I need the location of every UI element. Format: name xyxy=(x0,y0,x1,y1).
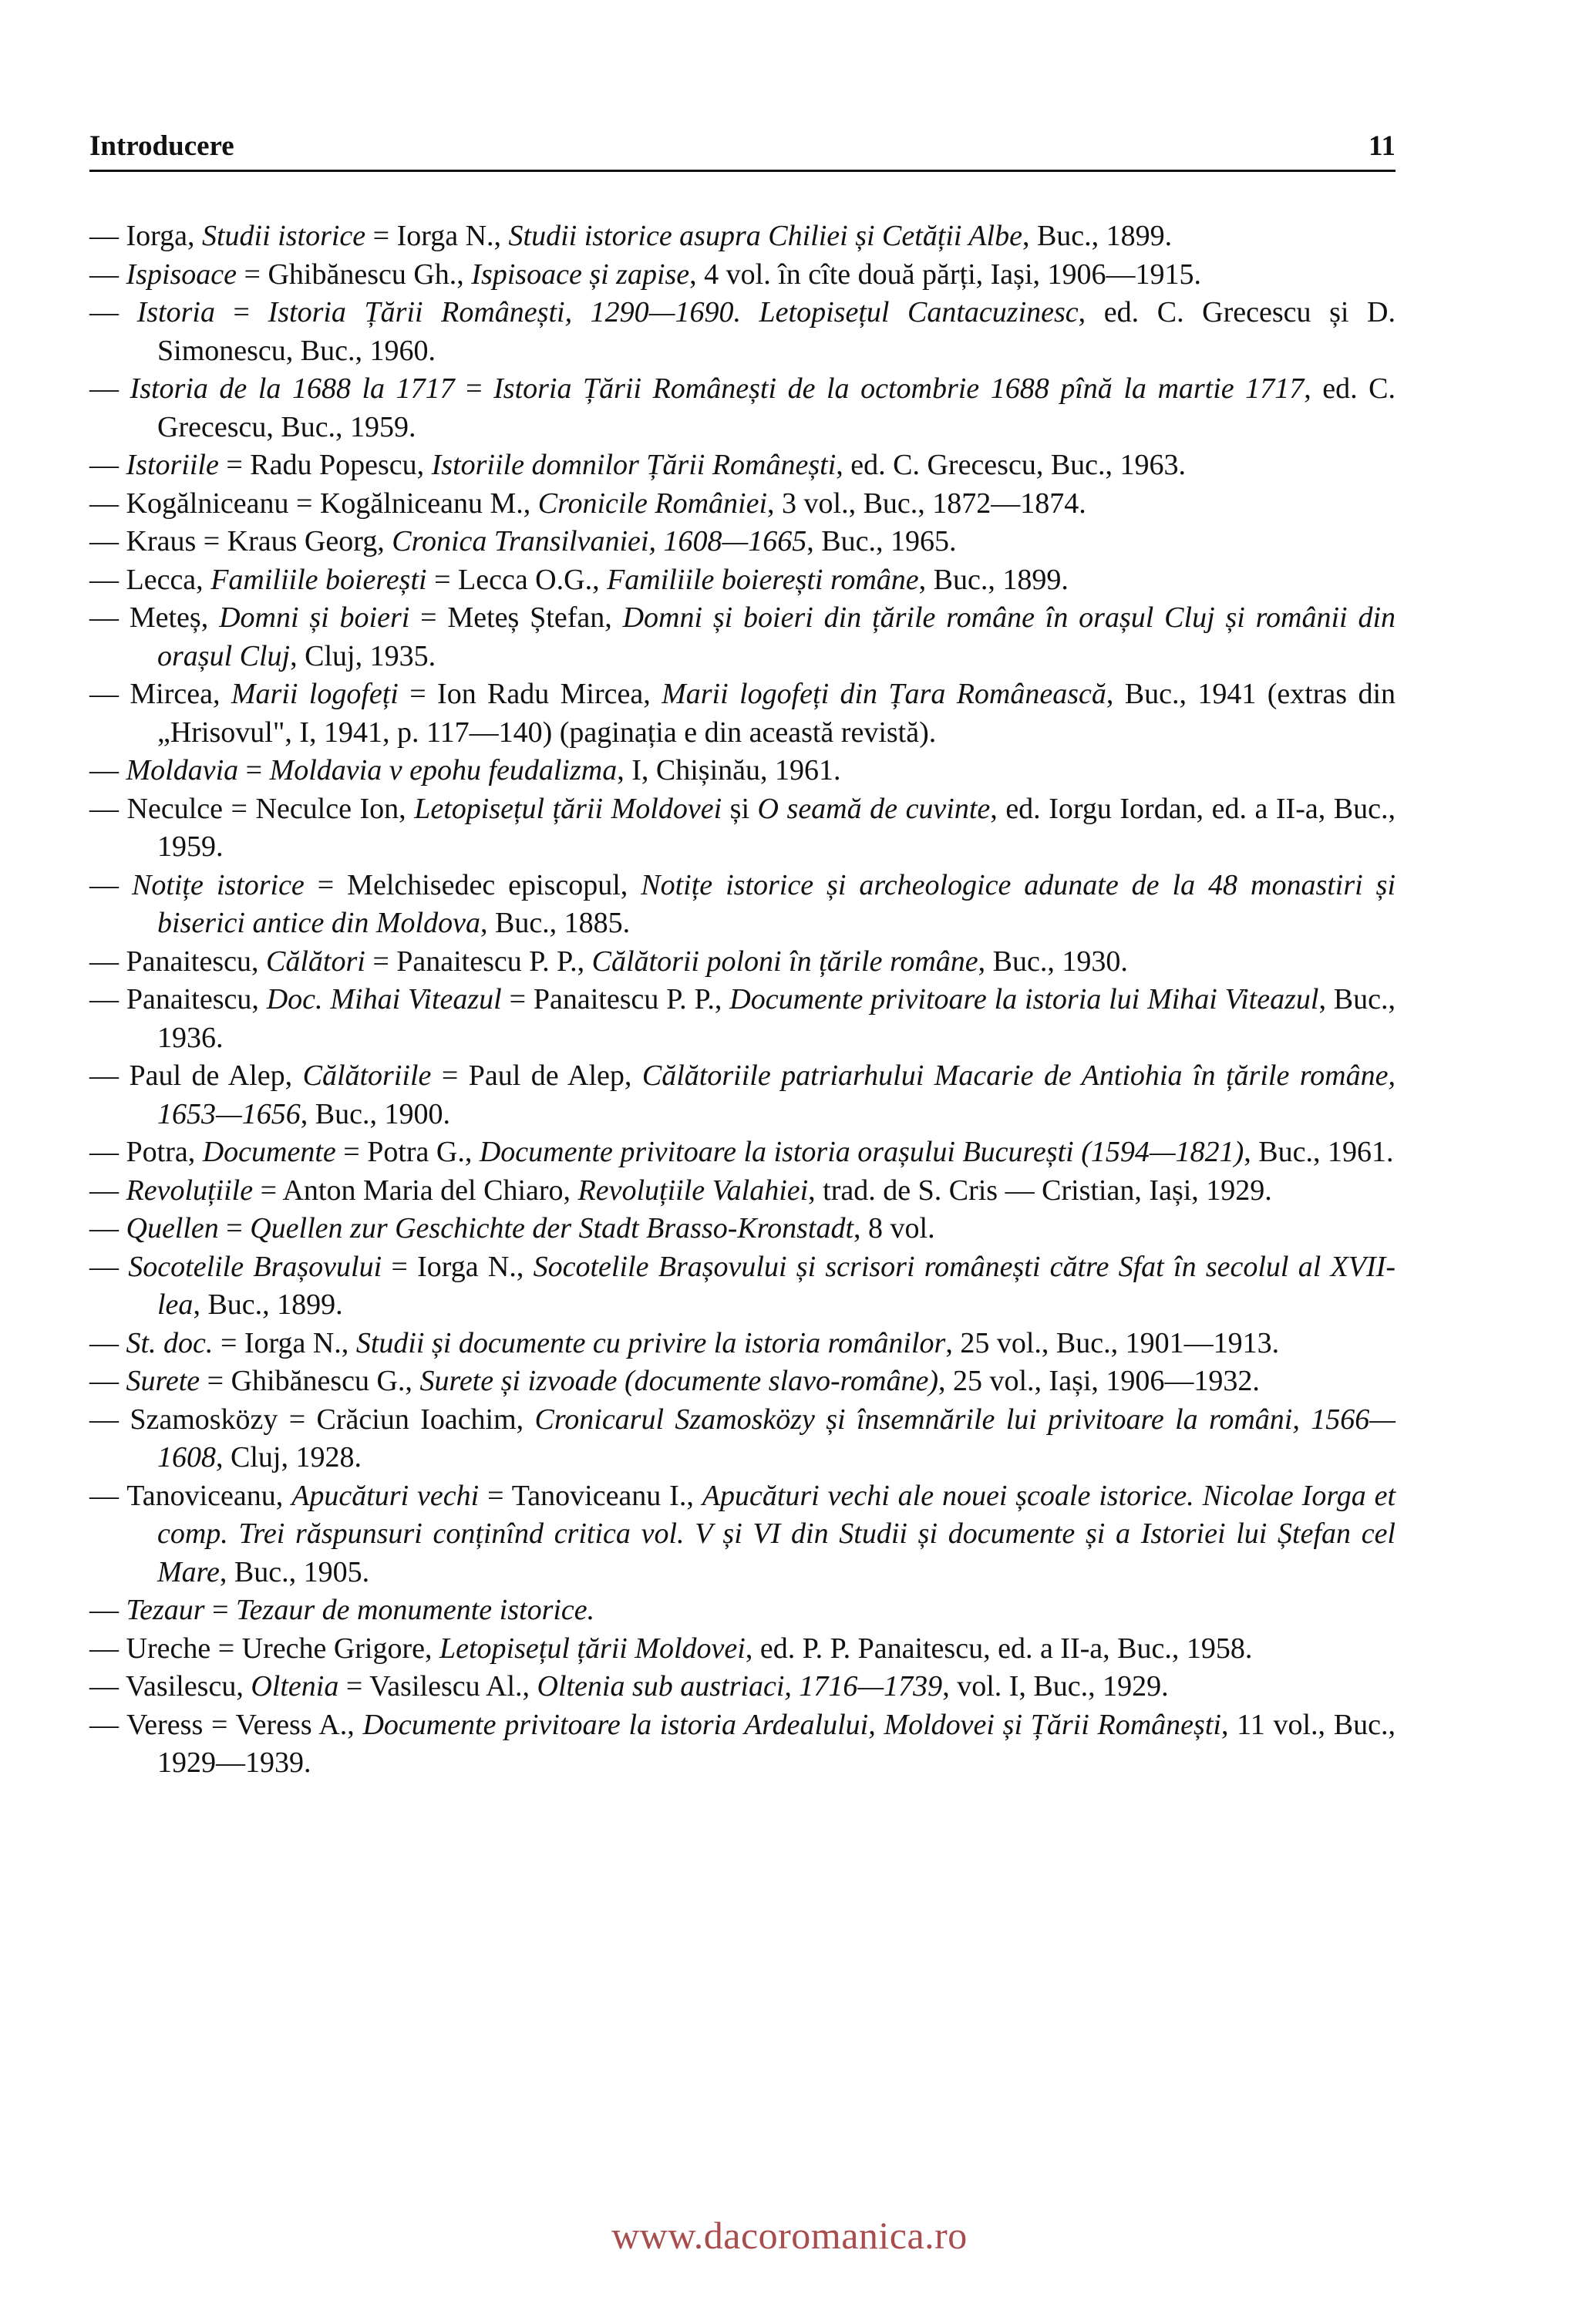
entry-italic-text: Cronica Transilvaniei, 1608—1665 xyxy=(392,525,807,557)
bibliography-entry xyxy=(89,1210,1396,1248)
entry-text: , Buc., 1885. xyxy=(480,907,631,939)
entry-italic-text: Documente privitoare la istoria orașului București (1594—1821) xyxy=(479,1136,1244,1168)
entry-text: = Ghibănescu G., xyxy=(200,1365,420,1397)
entry-text: — Vasilescu, xyxy=(89,1670,251,1703)
entry-italic-text: Istoria xyxy=(136,296,215,328)
entry-text: = Ghibănescu Gh., xyxy=(237,258,472,291)
bibliography-entry xyxy=(89,217,1396,256)
entry-italic-text: Călătoriile patriarhului Macarie de Antiohia în țările române, 1653—1656 xyxy=(157,1059,1396,1130)
entry-text: , Buc., 1905. xyxy=(219,1555,370,1588)
entry-text: , Buc., 1900. xyxy=(300,1097,451,1130)
entry-text: = Lecca O.G., xyxy=(426,563,608,596)
entry-italic-text: Istoria Țării Românești de la octombrie 1688 pînă la martie 1717 xyxy=(493,372,1305,405)
entry-italic-text: O seamă de cuvinte xyxy=(757,792,991,825)
entry-text: , 4 vol. în cîte două părți, Iași, 1906—1915. xyxy=(689,258,1202,291)
entry-italic-text: Domni și boieri din țările române în orașul Cluj și românii din orașul Cluj xyxy=(157,601,1396,672)
entry-text: — Panaitescu, xyxy=(89,945,267,978)
entry-text: — xyxy=(89,754,126,786)
entry-italic-text: Surete și izvoade (documente slavo-române) xyxy=(419,1365,938,1397)
entry-italic-text: Moldavia v epohu feudalizma xyxy=(269,754,618,786)
bibliography-entry xyxy=(89,867,1396,943)
entry-text: — Szamosközy = Crăciun Ioachim, xyxy=(89,1403,535,1436)
bibliography-entry xyxy=(89,294,1396,370)
entry-text: — Tanoviceanu, xyxy=(89,1479,292,1512)
entry-text: , ed. C. Grecescu, Buc., 1959. xyxy=(157,372,1396,443)
bibliography-entry xyxy=(89,446,1396,485)
entry-italic-text: Cronicile României xyxy=(537,487,768,520)
bibliography-entry xyxy=(89,1057,1396,1133)
entry-italic-text: Documente privitoare la istoria lui Mihai Viteazul xyxy=(729,983,1319,1015)
entry-text: — Paul de Alep, xyxy=(89,1059,303,1092)
entry-italic-text: Documente xyxy=(202,1136,336,1168)
entry-text: = Iorga N., xyxy=(365,220,509,252)
entry-text: = Meteș Ștefan, xyxy=(409,601,623,634)
entry-text: , ed. C. Grecescu și D. Simonescu, Buc., 1960. xyxy=(157,296,1396,367)
entry-italic-text: Marii logofeți xyxy=(231,678,399,710)
entry-text: = xyxy=(204,1594,237,1626)
entry-text: , Buc., 1936. xyxy=(157,983,1396,1054)
entry-italic-text: Notițe istorice xyxy=(131,868,305,901)
entry-text: — Panaitescu, xyxy=(89,983,267,1015)
entry-text: — xyxy=(89,1250,129,1283)
entry-text: — xyxy=(89,372,130,405)
bibliography-entry xyxy=(89,1401,1396,1477)
entry-italic-text: Călătoriile xyxy=(302,1059,432,1092)
entry-text: — Veress = Veress A., xyxy=(89,1708,363,1741)
entry-text: , Buc., 1965. xyxy=(806,525,957,557)
bibliography-entry xyxy=(89,752,1396,790)
entry-text: , Buc., 1961. xyxy=(1244,1136,1394,1168)
bibliography-entry xyxy=(89,1248,1396,1325)
entry-italic-text: Studii istorice asupra Chiliei și Cetății Albe xyxy=(508,220,1022,252)
entry-text: — Mircea, xyxy=(89,678,231,710)
bibliography-entry xyxy=(89,561,1396,600)
entry-italic-text: Quellen xyxy=(126,1212,219,1245)
entry-italic-text: Surete xyxy=(126,1365,200,1397)
entry-text: — xyxy=(89,449,126,481)
entry-italic-text: Călători xyxy=(266,945,365,978)
entry-italic-text: Cronicarul Szamosközy și însemnările lui privitoare la români, 1566—1608 xyxy=(157,1403,1396,1474)
entry-italic-text: Letopisețul țării Moldovei xyxy=(414,792,722,825)
entry-italic-text: Istoria Țării Românești, 1290—1690. Letopisețul Cantacuzinesc xyxy=(268,296,1079,328)
entry-italic-text: Revoluțiile xyxy=(126,1174,254,1207)
entry-italic-text: Istoriile xyxy=(126,449,219,481)
entry-italic-text: Familiile boierești xyxy=(210,563,427,596)
entry-text: , ed. P. P. Panaitescu, ed. a II-a, Buc., 1958. xyxy=(745,1632,1253,1665)
entry-italic-text: Revoluțiile Valahiei xyxy=(577,1174,809,1207)
bibliography-entry xyxy=(89,1172,1396,1211)
entry-italic-text: Studii și documente cu privire la istoria românilor xyxy=(355,1326,946,1359)
page-number: 11 xyxy=(1369,130,1396,162)
entry-italic-text: Ispisoace și zapise xyxy=(471,258,690,291)
entry-text: — xyxy=(89,296,137,328)
bibliography-entry xyxy=(89,485,1396,524)
source-watermark: www.dacoromanica.ro xyxy=(611,2214,968,2257)
bibliography-entry xyxy=(89,1668,1396,1706)
entry-text: — xyxy=(89,1594,126,1626)
entry-text: , 8 vol. xyxy=(853,1212,935,1245)
entry-italic-text: Notițe istorice și archeologice adunate de la 48 monastiri și biserici antice din Moldova xyxy=(157,868,1396,939)
entry-text: , Cluj, 1935. xyxy=(290,639,436,672)
entry-text: , Buc., 1930. xyxy=(978,945,1128,978)
entry-text: — xyxy=(89,868,132,901)
entry-text: — Ureche = Ureche Grigore, xyxy=(89,1632,439,1665)
entry-text: , vol. I, Buc., 1929. xyxy=(942,1670,1169,1703)
entry-text: = xyxy=(454,372,494,405)
entry-italic-text: Apucături vechi ale nouei școale istorice. Nicolae Iorga et comp. Trei răspunsuri conținînd critica vol. V și VI din Studii și documente și a Istoriei lui Ștefan cel Mare xyxy=(157,1479,1396,1588)
bibliography-entry xyxy=(89,256,1396,295)
entry-italic-text: Socotelile Brașovului xyxy=(128,1250,382,1283)
entry-text: = Paul de Alep, xyxy=(431,1059,642,1092)
entry-text: = Vasilescu Al., xyxy=(338,1670,537,1703)
entry-text: , trad. de S. Cris — Cristian, Iași, 1929. xyxy=(808,1174,1272,1207)
bibliography-entry xyxy=(89,370,1396,446)
entry-italic-text: Apucături vechi xyxy=(291,1479,480,1512)
running-header xyxy=(89,130,1396,163)
entry-text: , ed. Iorgu Iordan, ed. a II-a, Buc., 1959. xyxy=(157,792,1396,863)
bibliography-entry xyxy=(89,981,1396,1057)
entry-text: — Iorga, xyxy=(89,220,202,252)
entry-italic-text: Moldavia xyxy=(126,754,239,786)
entry-italic-text: Doc. Mihai Viteazul xyxy=(266,983,502,1015)
entry-text: , Buc., 1941 (extras din „Hrisovul", I, 1941, p. 117—140) (paginația e din această revistă). xyxy=(157,678,1396,749)
chapter-title: Introducere xyxy=(89,130,234,162)
bibliography-entry xyxy=(89,1133,1396,1172)
entry-text: , Buc., 1899. xyxy=(193,1288,343,1321)
entry-text: , I, Chișinău, 1961. xyxy=(617,754,841,786)
header-rule xyxy=(89,170,1396,172)
entry-text: = Tanoviceanu I., xyxy=(479,1479,702,1512)
bibliography-entry xyxy=(89,1477,1396,1592)
entry-text: = Anton Maria del Chiaro, xyxy=(253,1174,578,1207)
entry-text: , ed. C. Grecescu, Buc., 1963. xyxy=(836,449,1187,481)
entry-italic-text: Călătorii poloni în țările române xyxy=(591,945,978,978)
entry-text: , 25 vol., Iași, 1906—1932. xyxy=(938,1365,1260,1397)
entry-text: = Iorga N., xyxy=(213,1326,356,1359)
entry-italic-text: Tezaur de monumente istorice. xyxy=(236,1594,595,1626)
entry-italic-text: Documente privitoare la istoria Ardealului, Moldovei și Țării Românești xyxy=(362,1708,1221,1741)
entry-text: = Potra G., xyxy=(335,1136,480,1168)
entry-text: , 3 vol., Buc., 1872—1874. xyxy=(767,487,1086,520)
bibliography-entry xyxy=(89,790,1396,867)
entry-italic-text: Ispisoace xyxy=(126,258,237,291)
entry-text: — xyxy=(89,1365,126,1397)
entry-text: — Meteș, xyxy=(89,601,220,634)
entry-italic-text: Oltenia xyxy=(251,1670,339,1703)
bibliography-entry xyxy=(89,1706,1396,1783)
entry-text: — Kogălniceanu = Kogălniceanu M., xyxy=(89,487,538,520)
entry-text: — Potra, xyxy=(89,1136,203,1168)
entry-text: — xyxy=(89,1212,126,1245)
entry-italic-text: Oltenia sub austriaci, 1716—1739 xyxy=(537,1670,943,1703)
entry-text: — xyxy=(89,1326,126,1359)
entry-text: = Panaitescu P. P., xyxy=(365,945,592,978)
entry-text: , Cluj, 1928. xyxy=(216,1441,362,1474)
entry-italic-text: Studii istorice xyxy=(202,220,366,252)
bibliography-entry xyxy=(89,599,1396,675)
bibliography-entry xyxy=(89,1591,1396,1630)
bibliography-entry xyxy=(89,523,1396,561)
entry-text: — Neculce = Neculce Ion, xyxy=(89,792,415,825)
entry-italic-text: Istoriile domnilor Țării Românești xyxy=(431,449,837,481)
entry-text: , 11 vol., Buc., 1929—1939. xyxy=(157,1708,1396,1779)
entry-text: , Buc., 1899. xyxy=(1022,220,1173,252)
entry-text: = Iorga N., xyxy=(382,1250,534,1283)
entry-text: — xyxy=(89,1174,126,1207)
entry-italic-text: Familiile boierești române xyxy=(607,563,919,596)
bibliography-entry xyxy=(89,1362,1396,1401)
entry-text: = Melchisedec episcopul, xyxy=(304,868,641,901)
entry-italic-text: Letopisețul țării Moldovei xyxy=(439,1632,746,1665)
entry-italic-text: St. doc. xyxy=(126,1326,214,1359)
entry-text: = xyxy=(214,296,268,328)
entry-italic-text: Socotelile Brașovului și scrisori românești către Sfat în secolul al XVII-lea xyxy=(157,1250,1396,1321)
bibliography-entry xyxy=(89,1325,1396,1363)
entry-italic-text: Tezaur xyxy=(126,1594,205,1626)
entry-text: — Lecca, xyxy=(89,563,211,596)
entry-italic-text: Marii logofeți din Țara Românească xyxy=(662,678,1106,710)
entry-text: — xyxy=(89,258,126,291)
entry-italic-text: Quellen zur Geschichte der Stadt Brasso-Kronstadt xyxy=(250,1212,854,1245)
entry-text: = xyxy=(238,754,270,786)
bibliography-entry xyxy=(89,675,1396,752)
bibliography-entry xyxy=(89,943,1396,982)
entry-text: — Kraus = Kraus Georg, xyxy=(89,525,392,557)
entry-text: = Panaitescu P. P., xyxy=(501,983,730,1015)
entry-text: = Ion Radu Mircea, xyxy=(398,678,662,710)
entry-text: , Buc., 1899. xyxy=(918,563,1069,596)
entry-italic-text: Domni și boieri xyxy=(219,601,410,634)
bibliography-list xyxy=(89,217,1396,1783)
entry-text: , 25 vol., Buc., 1901—1913. xyxy=(945,1326,1280,1359)
bibliography-entry xyxy=(89,1630,1396,1669)
entry-text: și xyxy=(722,792,758,825)
entry-text: = xyxy=(218,1212,251,1245)
entry-text: = Radu Popescu, xyxy=(218,449,432,481)
entry-italic-text: Istoria de la 1688 la 1717 xyxy=(130,372,455,405)
